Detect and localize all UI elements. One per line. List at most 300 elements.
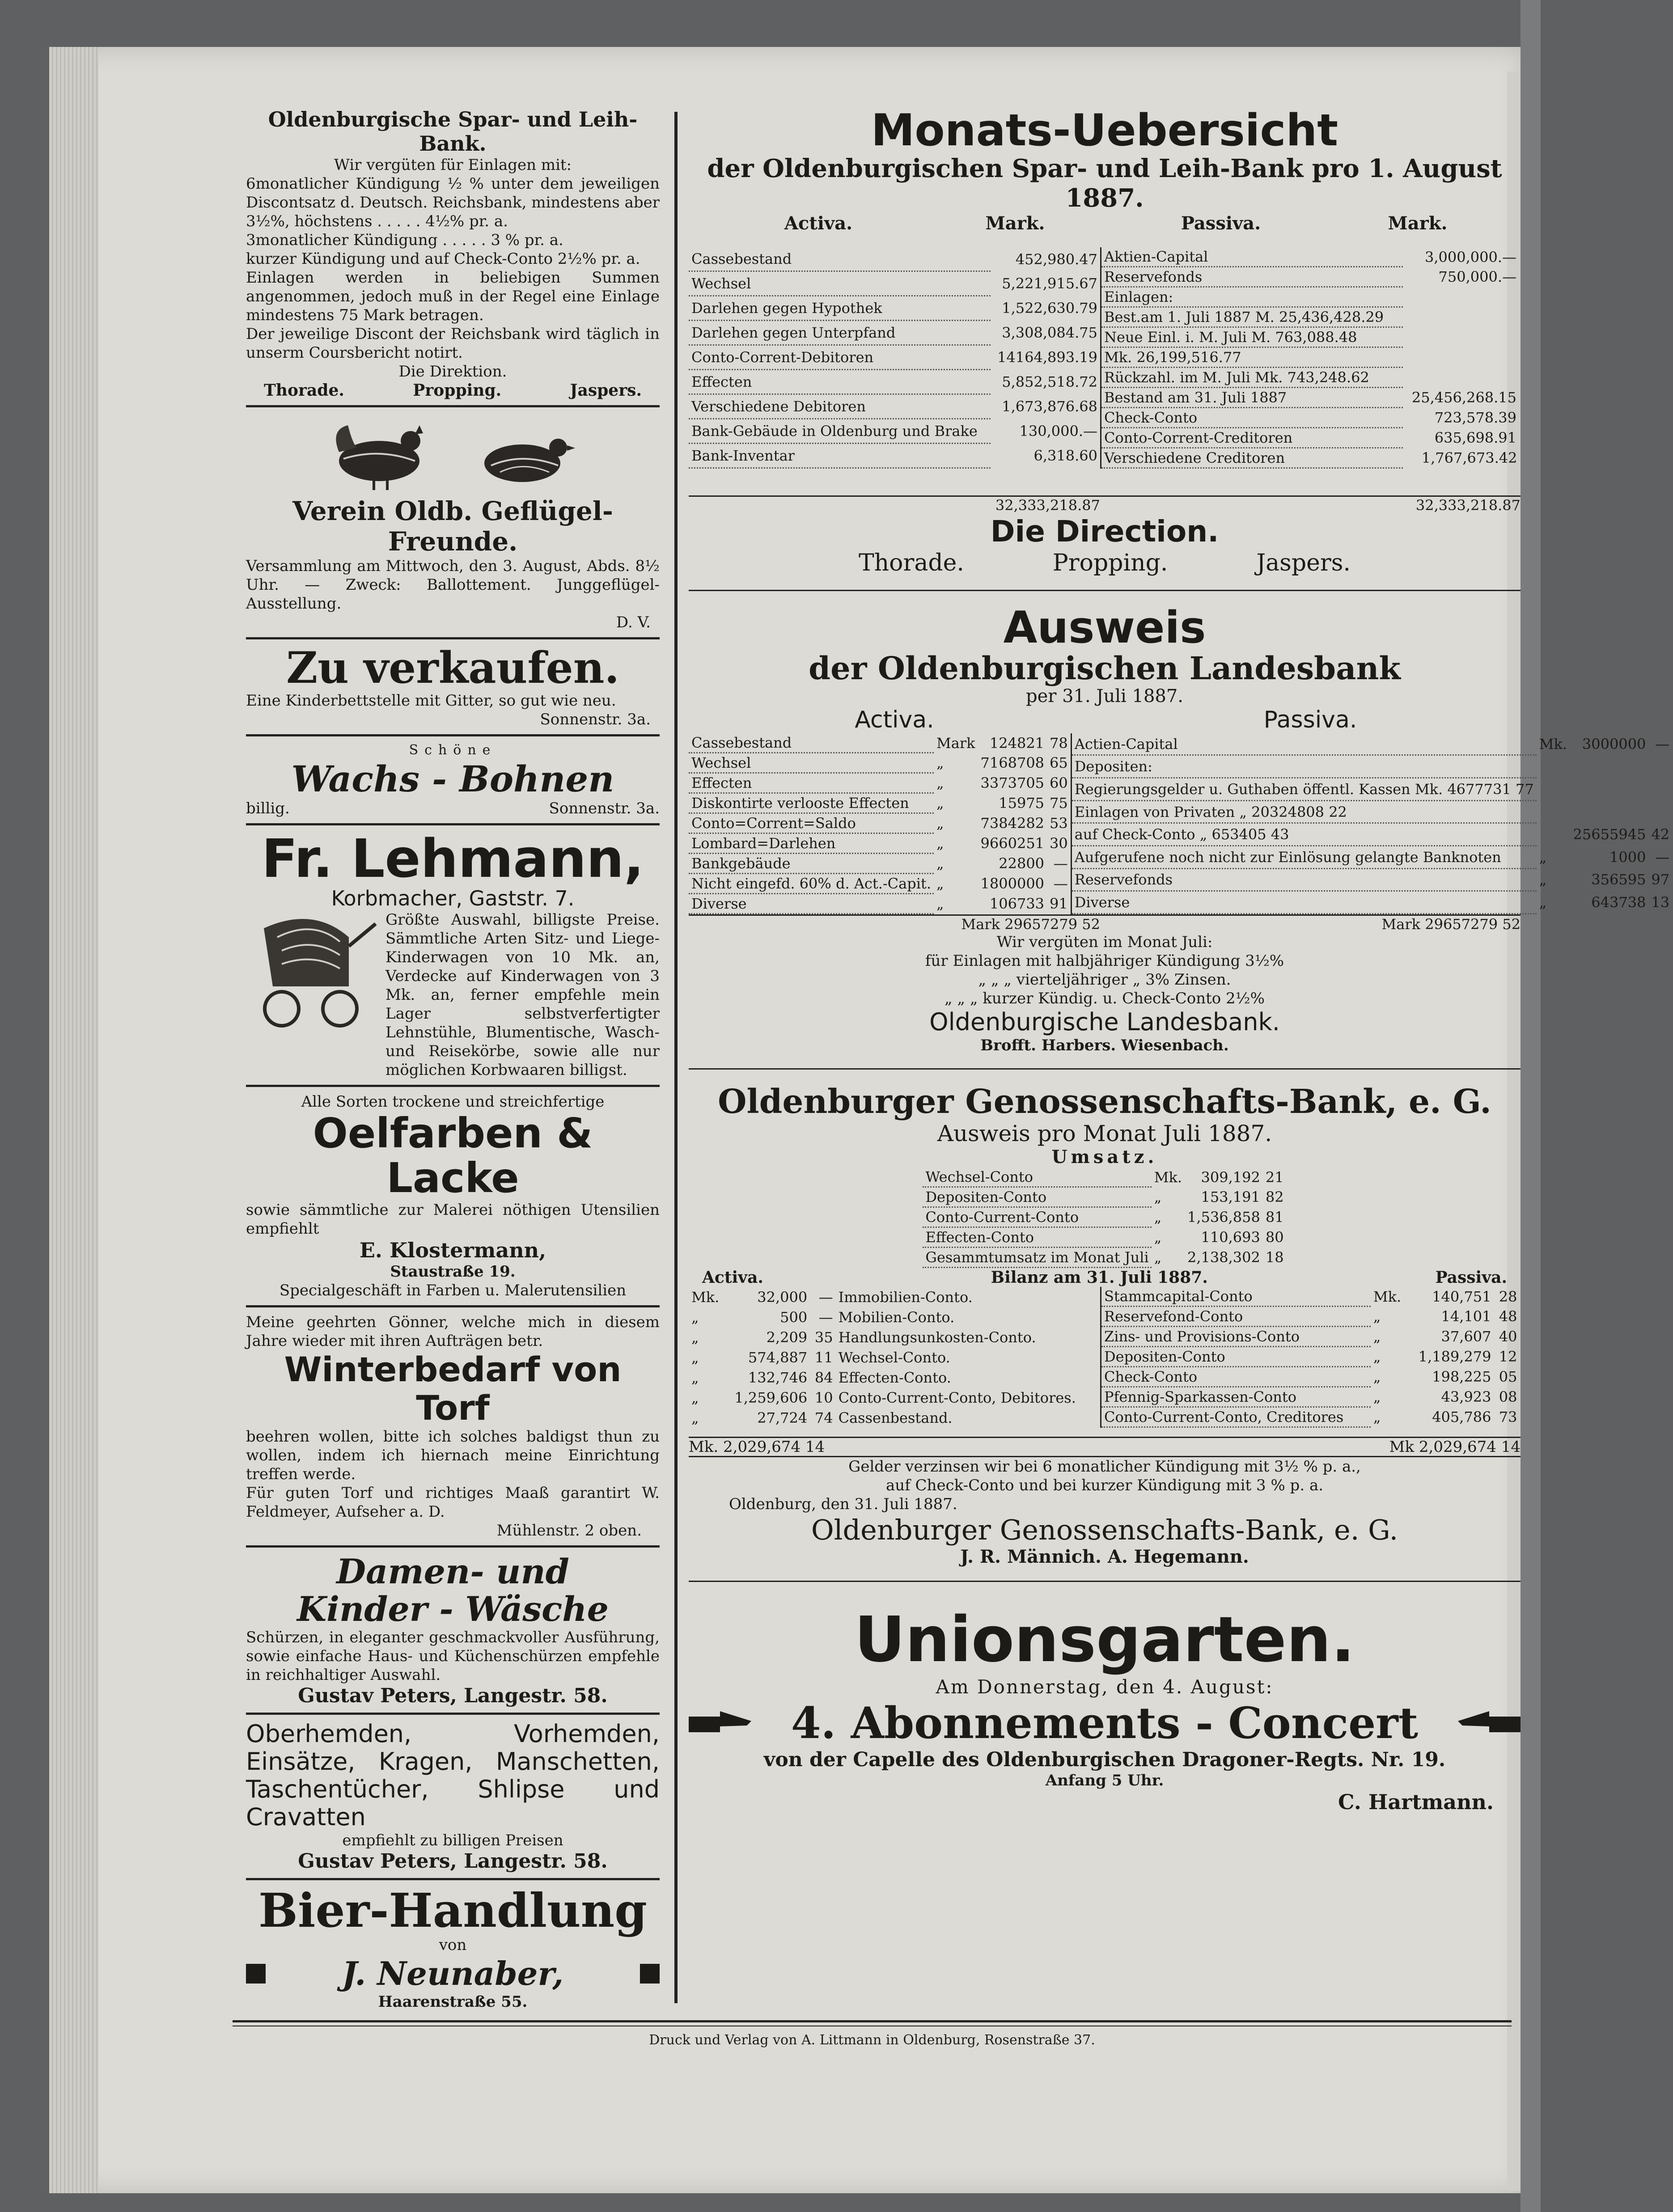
table-cell: 27,724 [757,1409,808,1426]
table-cell: 1000 [1609,848,1646,866]
ad-title: Zu verkaufen. [286,643,619,693]
ad-text: billig. [246,799,290,817]
table-cell: 106733 [989,895,1045,912]
table-cell: 78 [1050,734,1068,752]
table-cell: 53 [1050,815,1068,832]
table-cell: Conto-Current-Conto [923,1207,1151,1227]
table-cell: Conto-Corrent-Creditoren [1101,428,1403,448]
table-cell: Bankgebäude [689,854,934,874]
table-cell: 750,000.— [1438,268,1516,285]
table-row [1071,755,1672,778]
table-cell: 309,192 [1201,1168,1260,1186]
table-row [1071,778,1672,801]
ad-tail: empfiehlt zu billigen Preisen [342,1831,563,1849]
table-row [1071,891,1672,914]
table-cell: Mobilien-Conto. [838,1308,955,1326]
table-cell: 132,746 [748,1369,808,1386]
interest-line: Wir vergüten im Monat Juli: [996,933,1213,951]
table-cell: Neue Einl. i. M. Juli M. 763,088.48 [1101,327,1403,347]
ad-title: Bier-Handlung [258,1883,647,1938]
separator [689,1068,1521,1070]
table-cell: — [818,1288,833,1306]
separator [689,1581,1521,1582]
table-row [689,1387,1100,1408]
table-cell: 05 [1499,1368,1517,1385]
table-cell: Conto-Current-Conto, Debitores. [838,1389,1076,1406]
table-cell [1571,755,1649,778]
signer: Jaspers. [1256,550,1351,576]
table-cell: 6,318.60 [1033,447,1097,464]
table-cell: Conto-Current-Conto, Creditores [1101,1407,1371,1427]
activa-table [689,733,1071,914]
table-cell: 3,000,000.— [1424,248,1516,266]
table-cell: 25655945 [1573,826,1646,843]
table-cell: 7384282 [980,815,1045,832]
table-row [689,833,1071,854]
umsatz-heading: Umsatz. [1051,1146,1158,1167]
table-cell: 2,138,302 [1187,1249,1260,1266]
bottom-rule [233,2020,1512,2022]
table-row [689,443,1100,468]
table-cell: 37,607 [1441,1328,1491,1345]
table-row [689,813,1071,833]
table-cell: 32,000 [757,1288,808,1306]
table-row [689,1408,1100,1428]
table-cell: 12 [1499,1348,1517,1365]
ad-sign: Gustav Peters, Langestr. 58. [298,1850,608,1873]
table-row [1071,823,1672,846]
table-cell: „ [1539,894,1547,911]
signers: Brofft. Harbers. Wiesenbach. [980,1036,1229,1054]
table-cell: 723,578.39 [1434,409,1516,426]
column-divider [674,112,678,2003]
table-cell: Zins- und Provisions-Conto [1101,1327,1371,1347]
notice-sign: Oldenburger Genossenschafts-Bank, e. G. [811,1514,1398,1546]
table-cell: Effecten-Conto. [838,1369,951,1386]
pointing-hand-icon [689,1708,756,1739]
table-cell: 124821 [989,734,1045,752]
table-cell: 81 [1265,1209,1284,1226]
ad-title: Verein Oldb. Geflügel-Freunde. [292,496,613,557]
table-cell: „ [691,1328,699,1346]
table-cell [1403,307,1520,327]
activa-table [689,1287,1100,1428]
scan-border [1521,0,1541,2212]
table-cell: Diverse [689,894,934,914]
table-row [1101,267,1520,287]
table-cell: 1,189,279 [1418,1348,1491,1365]
table-row [689,296,1100,320]
table-cell: Actien-Capital [1071,733,1536,755]
table-row [1101,287,1520,307]
signer: Thorade. [264,381,344,400]
table-cell: „ [691,1349,699,1366]
table-cell: 635,698.91 [1434,429,1516,446]
table-row [1101,327,1520,347]
poultry-illustration [246,416,660,492]
table-row [923,1187,1286,1207]
ad-line: 6monatlicher Kündigung ½ % unter dem jeweiligen Discontsatz d. Deutsch. Reichsbank, mindestens aber 3½%, höchstens . . . . . 4½% pr. a. [246,175,660,230]
table-cell: 30 [1050,835,1068,852]
umsatz-table [923,1167,1286,1268]
table-cell: 5,852,518.72 [1002,373,1097,390]
table-cell: 643738 [1591,894,1646,911]
notice-subtitle: der Oldenburgischen Spar- und Leih-Bank pro 1. August 1887. [707,154,1502,213]
table-row [1071,846,1672,869]
ad-address: Mühlenstr. 2 oben. [496,1522,642,1540]
notice-subtitle: der Oldenburgischen Landesbank [809,650,1401,687]
table-cell: Effecten [689,369,991,394]
notice-title: Ausweis [1003,602,1206,653]
table-cell: 3000000 [1582,736,1646,753]
table-row [1101,1327,1520,1347]
table-row [689,894,1071,914]
table-cell: 500 [780,1308,808,1326]
table-cell: Bestand am 31. Juli 1887 [1101,388,1403,408]
ad-address: Sonnenstr. 3a. [540,711,651,728]
table-cell: 35 [814,1328,833,1346]
table-cell: 1800000 [980,875,1045,892]
table-row [689,874,1071,894]
ad-title: Kinder - Wäsche [297,1589,609,1629]
table-cell: „ [936,895,944,912]
table-cell: Mk. 26,199,516.77 [1101,347,1403,368]
table-row [689,271,1100,296]
table-cell: 18 [1265,1249,1284,1266]
table-cell: 574,887 [748,1349,808,1366]
table-cell: „ [936,875,944,892]
table-cell: Mk. [1373,1288,1402,1305]
table-cell: „ [1373,1348,1381,1365]
table-cell: Gesammtumsatz im Monat Juli [923,1248,1151,1268]
ad-line: Der jeweilige Discont der Reichsbank wird täglich in unserm Coursbericht notirt. [246,325,660,362]
table-cell: Aktien-Capital [1101,247,1403,267]
table-row [923,1248,1286,1268]
table-cell: Diverse [1071,891,1536,914]
table-cell: 74 [814,1409,833,1426]
table-row [689,394,1100,419]
ad-lehmann [246,828,660,1079]
table-row [1101,448,1520,468]
col-header: Bilanz am 31. Juli 1887. [991,1268,1208,1287]
table-cell: Conto-Corrent-Debitoren [689,345,991,369]
table-cell: Diskontirte verlooste Effecten [689,793,934,813]
table-cell: 14164,893.19 [997,348,1097,366]
signer: Jaspers. [570,381,642,400]
table-row [1071,868,1672,891]
table-cell: 43,923 [1441,1388,1491,1405]
ad-von: von [439,1936,467,1954]
table-row [1101,1367,1520,1387]
ad-date: Am Donnerstag, den 4. August: [936,1676,1274,1698]
table-row [689,1287,1100,1307]
table-cell: Depositen: [1071,755,1536,778]
table-row [923,1207,1286,1227]
table-cell: Reservefond-Conto [1101,1307,1371,1327]
place-date: Oldenburg, den 31. Juli 1887. [729,1495,957,1513]
table-cell: 75 [1050,795,1068,812]
table-row [689,1367,1100,1387]
passiva-table [1071,733,1673,914]
separator [246,637,660,639]
table-row [1101,1307,1520,1327]
passiva-table [1100,1287,1521,1428]
table-row [1101,347,1520,368]
table-row [1101,388,1520,408]
left-column [246,107,660,2021]
table-cell [1571,778,1649,801]
ad-line: kurzer Kündigung und auf Check-Conto 2½% pr. a. [246,250,640,268]
ad-unionsgarten [689,1604,1521,1814]
ad-line: Wir vergüten für Einlagen mit: [334,156,572,174]
table-row [689,419,1100,443]
table-cell: „ [936,835,944,852]
table-cell: 10 [814,1389,833,1406]
separator [689,590,1521,591]
table-cell: 1,522,630.79 [1002,299,1097,317]
imprint: Druck und Verlag von A. Littmann in Oldenburg, Rosenstraße 37. [649,2032,1095,2048]
table-cell: 3,308,084.75 [1002,324,1097,341]
ad-address: Sonnenstr. 3a. [549,799,660,817]
table-cell: 140,751 [1432,1288,1491,1305]
right-column [689,105,1670,2021]
table-cell: Cassenbestand. [838,1409,953,1426]
table-cell: auf Check-Conto „ 653405 43 [1071,823,1536,846]
ad-hemden [246,1720,660,1873]
table-row [689,733,1071,753]
table-cell: — [1053,855,1068,872]
table-cell: „ [691,1409,699,1426]
ad-text: beehren wollen, bitte ich solches baldigst thun zu wollen, indem ich hiernach meine Einrichtung treffen werde. [246,1428,660,1483]
table-cell: Wechsel-Conto [923,1167,1151,1187]
table-cell: „ [936,855,944,872]
table-cell: 15975 [999,795,1045,812]
table-cell: — [818,1308,833,1326]
table-cell: Bank-Gebäude in Oldenburg und Brake [689,419,991,443]
table-cell: „ [936,774,944,791]
note-line: Gelder verzinsen wir bei 6 monatlicher Kündigung mit 3½ % p. a., [848,1458,1361,1476]
separator [246,1713,660,1715]
table-cell: „ [691,1369,699,1386]
total: Mark 29657279 52 [1381,916,1521,933]
notice-subtitle: Ausweis pro Monat Juli 1887. [937,1121,1272,1146]
table-row [1071,733,1672,755]
table-cell: 21 [1265,1168,1284,1186]
ad-pre: Alle Sorten trockene und streichfertige [301,1093,605,1111]
table-row [689,854,1071,874]
table-cell: Best.am 1. Juli 1887 M. 25,436,428.29 [1101,307,1403,327]
table-cell: 42 [1651,826,1670,843]
table-cell: 22800 [999,855,1045,872]
ad-line: Einlagen werden in beliebigen Summen angenommen, jedoch muß in der Regel eine Einlage mindestens 75 Mark betragen. [246,269,660,324]
table-cell [1537,778,1571,801]
table-cell: „ [936,795,944,812]
table-cell: „ [1154,1209,1162,1226]
table-cell: Handlungsunkosten-Conto. [838,1328,1036,1346]
ad-bohnen [246,742,660,818]
col-header: Mark. [985,213,1045,234]
ad-start: Anfang 5 Uhr. [1045,1772,1164,1789]
table-cell: 356595 [1591,871,1646,888]
table-cell: Darlehen gegen Hypothek [689,296,991,320]
table-cell: Depositen-Conto [923,1187,1151,1207]
notice-genossenschaftsbank [689,1083,1521,1567]
col-header: Passiva. [1263,706,1357,733]
ad-verkaufen [246,645,660,729]
pram-icon [246,910,380,1031]
interest-line: „ „ „ vierteljähriger „ 3% Zinsen. [978,971,1231,989]
ad-torf [246,1313,660,1540]
table-cell: Reservefonds [1101,267,1403,287]
ad-text: Eine Kinderbettstelle mit Gitter, so gut wie neu. [246,692,616,710]
table-row [1071,800,1672,823]
ad-title: Unionsgarten. [854,1603,1355,1676]
table-cell: 25,456,268.15 [1411,389,1516,406]
ad-line: 3monatlicher Kündigung . . . . . 3 % pr. a. [246,231,563,249]
total: 32,333,218.87 [1415,497,1521,514]
table-cell: 452,980.47 [1015,250,1097,268]
table-row [689,247,1100,271]
note-line: auf Check-Conto und bei kurzer Kündigung mit 3 % p. a. [885,1476,1324,1494]
separator [246,823,660,825]
table-cell: „ [691,1389,699,1406]
ad-sign: Die Direktion. [398,363,507,381]
rooster-icon [326,416,433,492]
col-header: Mark. [1388,213,1448,234]
table-cell: 130,000.— [1019,422,1097,440]
notice-sign: Die Direction. [990,514,1219,549]
table-row [923,1227,1286,1248]
ad-title: Damen- und [336,1552,569,1591]
concert-title: 4. Abonnements - Concert [791,1698,1419,1748]
table-row [689,369,1100,394]
table-cell: Pfennig-Sparkassen-Conto [1101,1387,1371,1407]
table-cell: Nicht eingefd. 60% d. Act.-Capit. [689,874,934,894]
signer: Propping. [413,381,502,400]
ad-text: sowie sämmtliche zur Malerei nöthigen Utensilien empfiehlt [246,1201,660,1238]
ad-title: Fr. Lehmann, [262,828,644,889]
table-row [689,320,1100,345]
ad-name: E. Klostermann, [359,1238,546,1262]
ad-sign: D. V. [616,613,651,631]
table-cell: 14,101 [1441,1308,1491,1325]
table-cell: Mk. [1154,1168,1182,1186]
hen-icon [473,416,580,492]
notice-sign: Oldenburgische Landesbank. [929,1008,1280,1036]
page-edge [49,47,98,2193]
ad-text: Oberhemden, Vorhemden, Einsätze, Kragen, Manschetten, Taschentücher, Shlipse und Cravatten [246,1720,660,1831]
table-cell: Reservefonds [1071,868,1536,891]
ad-gefluegel [246,416,660,632]
table-cell: Bank-Inventar [689,443,991,468]
interest-line: „ „ „ kurzer Kündig. u. Check-Conto 2½% [945,990,1265,1007]
col-header: Activa. [784,213,853,234]
notice-date: per 31. Juli 1887. [1025,686,1184,706]
pointing-hand-icon [1453,1708,1521,1739]
table-cell: „ [1373,1328,1381,1345]
table-cell: „ [1373,1408,1381,1425]
activa-table [689,247,1100,469]
table-cell: „ [1373,1368,1381,1385]
ad-title: Wachs - Bohnen [291,758,614,800]
separator [246,734,660,736]
table-row [689,1327,1100,1347]
table-cell: Regierungsgelder u. Guthaben öffentl. Kassen Mk. 4677731 77 [1071,778,1536,801]
passiva-table [1100,247,1521,469]
table-cell: „ [936,815,944,832]
col-header: Activa. [702,1268,763,1287]
ad-title: Oldenburgische Spar- und Leih-Bank. [268,107,638,156]
ornament-square [640,1964,660,1984]
table-cell: 73 [1499,1408,1517,1425]
table-cell: 7168708 [980,754,1045,771]
table-cell [1537,800,1571,823]
col-header: Activa. [855,706,934,733]
ad-name: J. Neunaber, [342,1954,564,1992]
signer: Thorade. [859,550,964,576]
table-cell: „ [1154,1229,1162,1246]
table-cell [1403,347,1520,368]
table-cell: Lombard=Darlehen [689,833,934,854]
table-cell: Conto=Corrent=Saldo [689,813,934,833]
table-cell: 1,673,876.68 [1002,398,1097,415]
table-cell: 08 [1499,1388,1517,1405]
notice-monats-uebersicht [689,107,1521,576]
table-cell: 1,767,673.42 [1421,449,1517,466]
table-cell: „ [936,754,944,771]
table-cell: Wechsel [689,271,991,296]
table-cell: 405,786 [1432,1408,1491,1425]
table-cell: „ [1154,1249,1162,1266]
table-cell: 28 [1499,1288,1517,1305]
table-row [689,793,1071,813]
table-cell: Check-Conto [1101,1367,1371,1387]
table-cell: Mk. [1539,736,1567,753]
table-cell: 40 [1499,1328,1517,1345]
interest-line: für Einlagen mit halbjähriger Kündigung 3½% [925,952,1284,970]
ad-text: Größte Auswahl, billigste Preise. Sämmtliche Arten Sitz- und Liege-Kinderwagen von 10 Mk. an, Verdecke auf Kinderwagen von 3 Mk. an, ferner empfehle mein Lager selbstverfertigter Lehnstühle, Blumentische, Wasch- und Reisekörbe, sowie alle nur möglichen Korbwaaren billigst. [385,911,660,1079]
table-cell: 2,209 [766,1328,808,1346]
table-cell: Darlehen gegen Unterpfand [689,320,991,345]
col-header: Passiva. [1435,1268,1507,1287]
separator [246,1085,660,1087]
table-cell [1403,327,1520,347]
table-cell: 110,693 [1201,1229,1260,1246]
table-row [1101,408,1520,428]
separator [246,1305,660,1307]
table-cell [1571,800,1649,823]
table-cell: Wechsel-Conto. [838,1349,950,1366]
ad-text: von der Capelle des Oldenburgischen Dragoner-Regts. Nr. 19. [763,1748,1446,1771]
table-cell: 153,191 [1201,1188,1260,1205]
table-cell: Cassebestand [689,247,991,271]
table-cell: 198,225 [1432,1368,1491,1385]
ad-text: Für guten Torf und richtiges Maaß garantirt W. Feldmeyer, Aufseher a. D. [246,1484,660,1521]
table-cell: 91 [1050,895,1068,912]
table-cell [1537,823,1571,846]
table-cell: „ [1373,1388,1381,1405]
table-cell: Immobilien-Conto. [838,1288,973,1306]
table-cell: Aufgerufene noch nicht zur Einlösung gelangte Banknoten [1071,846,1536,869]
table-cell: — [1655,736,1670,753]
table-cell: — [1655,848,1670,866]
ornament-square [246,1964,266,1984]
notice-title: Oldenburger Genossenschafts-Bank, e. G. [718,1083,1491,1121]
col-header: Passiva. [1181,213,1261,234]
ad-farben [246,1092,660,1300]
table-cell: 11 [814,1349,833,1366]
table-cell: „ [1539,871,1547,888]
